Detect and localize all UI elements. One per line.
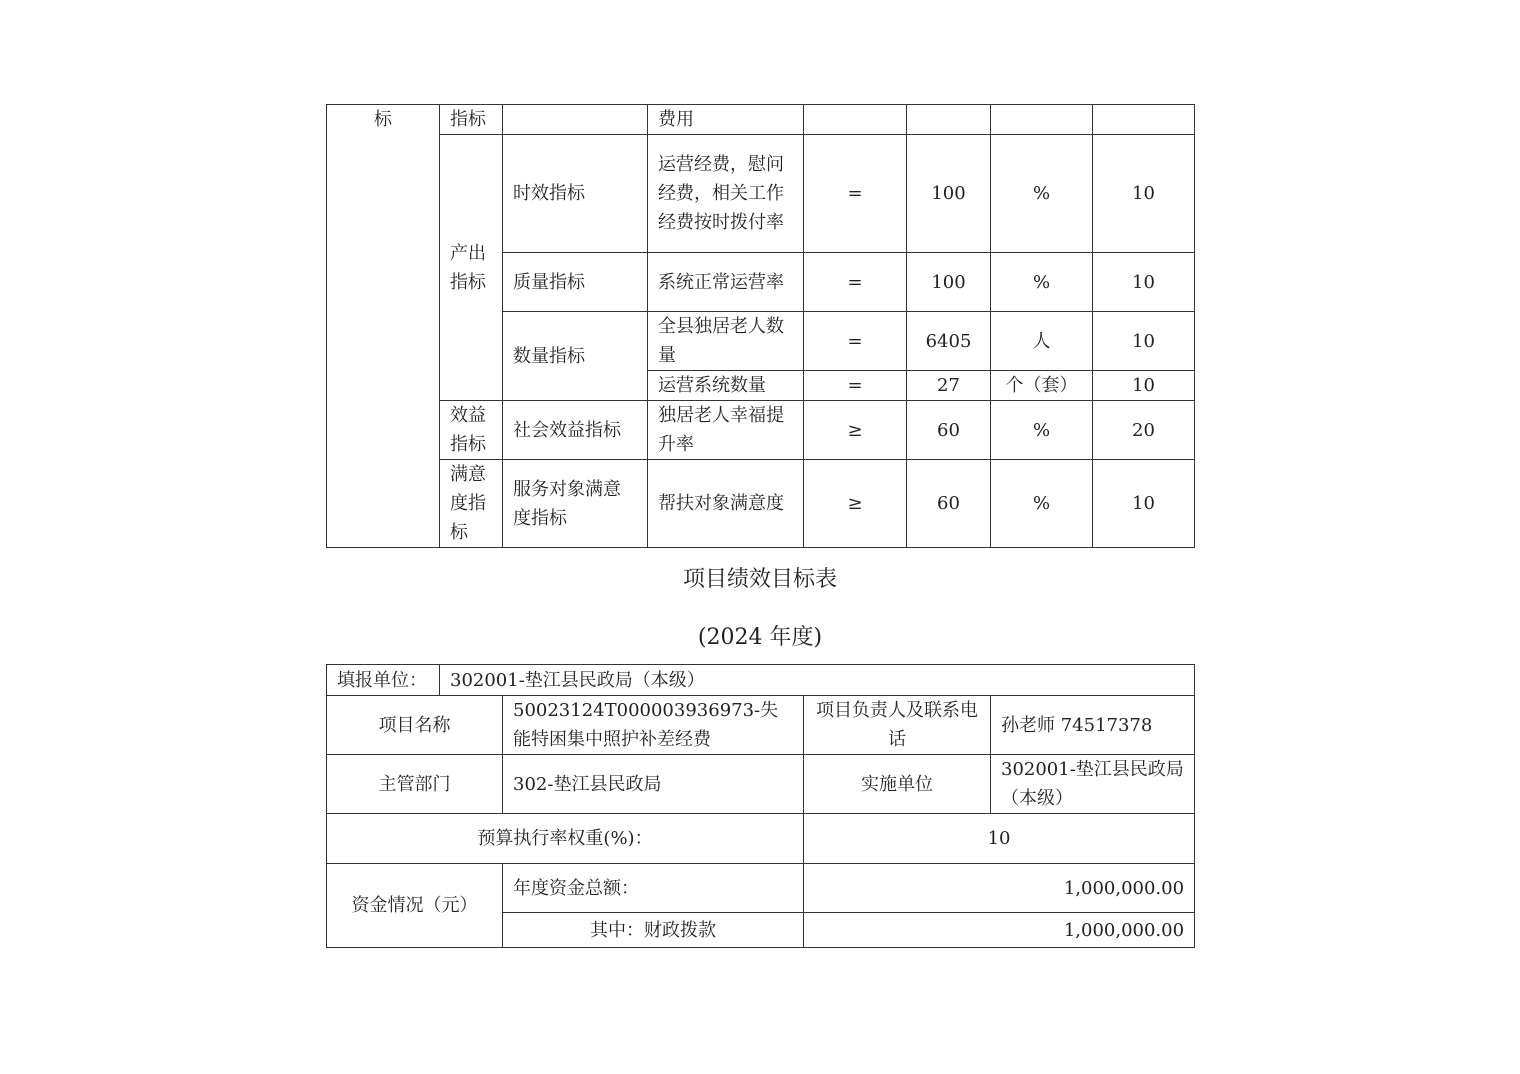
empty-cell (907, 105, 991, 135)
operator-cell: = (804, 371, 907, 401)
operator-cell: = (804, 135, 907, 253)
level2-indicator-cell: 指标 (440, 105, 503, 135)
level3-indicator-cell (503, 105, 648, 135)
budget-weight-value: 10 (804, 814, 1195, 864)
reporting-unit-label: 填报单位： (327, 665, 440, 696)
indicator-name-cell: 运营经费，慰问经费，相关工作经费按时拨付率 (648, 135, 804, 253)
empty-cell (1093, 105, 1195, 135)
quantity-indicator-label: 数量指标 (503, 312, 648, 401)
weight-cell: 10 (1093, 460, 1195, 548)
department-value: 302-垫江县民政局 (503, 755, 804, 814)
indicator-name-cell: 全县独居老人数量 (648, 312, 804, 371)
unit-cell: 个（套） (991, 371, 1093, 401)
unit-cell: % (991, 401, 1093, 460)
unit-cell: 人 (991, 312, 1093, 371)
target-value-cell: 6405 (907, 312, 991, 371)
operator-cell: ≥ (804, 460, 907, 548)
fiscal-allocation-value: 1,000,000.00 (804, 913, 1195, 948)
empty-cell (991, 105, 1093, 135)
weight-cell: 10 (1093, 371, 1195, 401)
funds-label: 资金情况（元） (327, 864, 503, 948)
quality-indicator-label: 质量指标 (503, 253, 648, 312)
implementing-unit-label: 实施单位 (804, 755, 991, 814)
target-value-cell: 60 (907, 460, 991, 548)
empty-cell (804, 105, 907, 135)
unit-cell: % (991, 460, 1093, 548)
indicator-name-cell: 运营系统数量 (648, 371, 804, 401)
annual-total-label: 年度资金总额： (503, 864, 804, 913)
annual-total-value: 1,000,000.00 (804, 864, 1195, 913)
operator-cell: = (804, 253, 907, 312)
indicator-name-cell: 系统正常运营率 (648, 253, 804, 312)
benefit-indicator-label: 效益指标 (440, 401, 503, 460)
target-value-cell: 27 (907, 371, 991, 401)
target-value-cell: 100 (907, 135, 991, 253)
contact-label: 项目负责人及联系电话 (804, 696, 991, 755)
page-subtitle: (2024 年度) (697, 625, 823, 650)
budget-weight-label: 预算执行率权重(%)： (327, 814, 804, 864)
project-name-value: 50023124T000003936973-失能特困集中照护补差经费 (503, 696, 804, 755)
target-value-cell: 100 (907, 253, 991, 312)
unit-cell: % (991, 253, 1093, 312)
department-label: 主管部门 (327, 755, 503, 814)
target-value-cell: 60 (907, 401, 991, 460)
weight-cell: 10 (1093, 135, 1195, 253)
project-info-table (326, 664, 1195, 948)
project-name-label: 项目名称 (327, 696, 503, 755)
time-indicator-label: 时效指标 (503, 135, 648, 253)
operator-cell: ≥ (804, 401, 907, 460)
satisfaction-indicator-label: 满意度指标 (440, 460, 503, 548)
page-title: 项目绩效目标表 (682, 567, 837, 592)
indicator-name-cell: 费用 (648, 105, 804, 135)
contact-value: 孙老师 74517378 (991, 696, 1195, 755)
operator-cell: = (804, 312, 907, 371)
indicator-name-cell: 独居老人幸福提升率 (648, 401, 804, 460)
weight-cell: 10 (1093, 253, 1195, 312)
social-benefit-label: 社会效益指标 (503, 401, 648, 460)
weight-cell: 10 (1093, 312, 1195, 371)
output-indicator-label: 产出指标 (440, 135, 503, 401)
implementing-unit-value: 302001-垫江县民政局（本级） (991, 755, 1195, 814)
indicator-name-cell: 帮扶对象满意度 (648, 460, 804, 548)
level1-indicator-cell: 标 (327, 105, 440, 548)
performance-indicator-table (326, 104, 1195, 548)
weight-cell: 20 (1093, 401, 1195, 460)
service-satisfaction-label: 服务对象满意度指标 (503, 460, 648, 548)
unit-cell: % (991, 135, 1093, 253)
reporting-unit-value: 302001-垫江县民政局（本级） (440, 665, 1195, 696)
fiscal-allocation-label: 其中：财政拨款 (503, 913, 804, 948)
